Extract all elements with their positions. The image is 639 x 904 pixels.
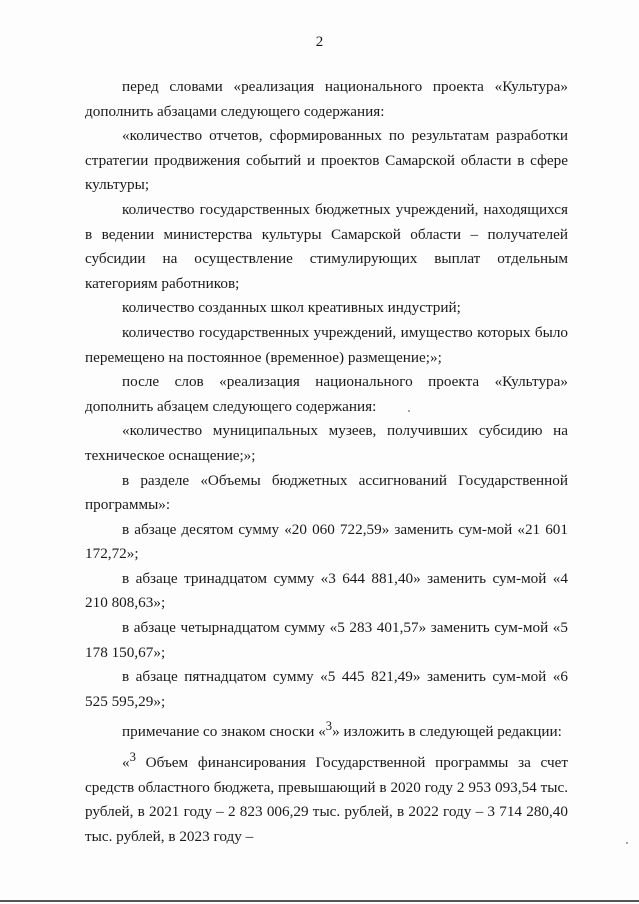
paragraph: в абзаце десятом сумму «20 060 722,59» заменить сум-мой «21 601 172,72»;	[85, 520, 568, 563]
paragraph: количество государственных бюджетных учреждений, находящихся в ведении министерства культуры Самарской области – получателей субсидии на осуществление стимулирующих выплат отдельным категориям работников;	[85, 200, 568, 292]
footnote-mark: 3	[129, 750, 136, 765]
scan-speck	[408, 410, 410, 412]
footnote-content-paragraph	[85, 745, 568, 849]
footnote-mark: 3	[325, 719, 333, 734]
footnote-text-before: примечание со знаком сноски «	[122, 723, 326, 741]
page-number: 2	[315, 34, 324, 50]
scan-speck	[626, 842, 628, 844]
paragraph: перед словами «реализация национального проекта «Культура» дополнить абзацами следующего содержания:	[85, 78, 568, 120]
footnote-content-text: Объем финансирования Государственной программы за счет средств областного бюджета, превышающий в 2020 году 2 953 093,54 тыс. рублей, в 2021 году – 2 823 006,29 тыс. рублей, в 2022 году – 3 714 280,40 тыс. рублей, в 2023 году –	[85, 754, 568, 845]
paragraph: «количество муниципальных музеев, получивших субсидию на техническое оснащение;»;	[85, 422, 568, 464]
scan-edge-line	[0, 900, 639, 902]
quote-open: «	[122, 754, 130, 772]
footnote-text-after: » изложить в следующей редакции:	[332, 723, 562, 741]
paragraph: после слов «реализация национального проекта «Культура» дополнить абзацем следующего содержания:	[85, 373, 568, 415]
paragraph: в абзаце тринадцатом сумму «3 644 881,40» заменить сум-мой «4 210 808,63»;	[85, 569, 568, 612]
paragraph: количество государственных учреждений, имущество которых было перемещено на постоянное (временное) размещение;»;	[85, 323, 568, 366]
paragraph: в абзаце четырнадцатом сумму «5 283 401,57» заменить сум-мой «5 178 150,67»;	[85, 619, 568, 661]
paragraph: в разделе «Объемы бюджетных ассигнований Государственной программы»:	[85, 471, 568, 514]
footnote-paragraph	[85, 714, 568, 745]
paragraph: количество созданных школ креативных индустрий;	[122, 299, 461, 317]
document-body	[85, 75, 568, 850]
paragraph: «количество отчетов, сформированных по результатам разработки стратегии продвижения событий и проектов Самарской области в сфере культуры;	[85, 127, 568, 194]
paragraph: в абзаце пятнадцатом сумму «5 445 821,49» заменить сум-мой «6 525 595,29»;	[85, 668, 568, 710]
